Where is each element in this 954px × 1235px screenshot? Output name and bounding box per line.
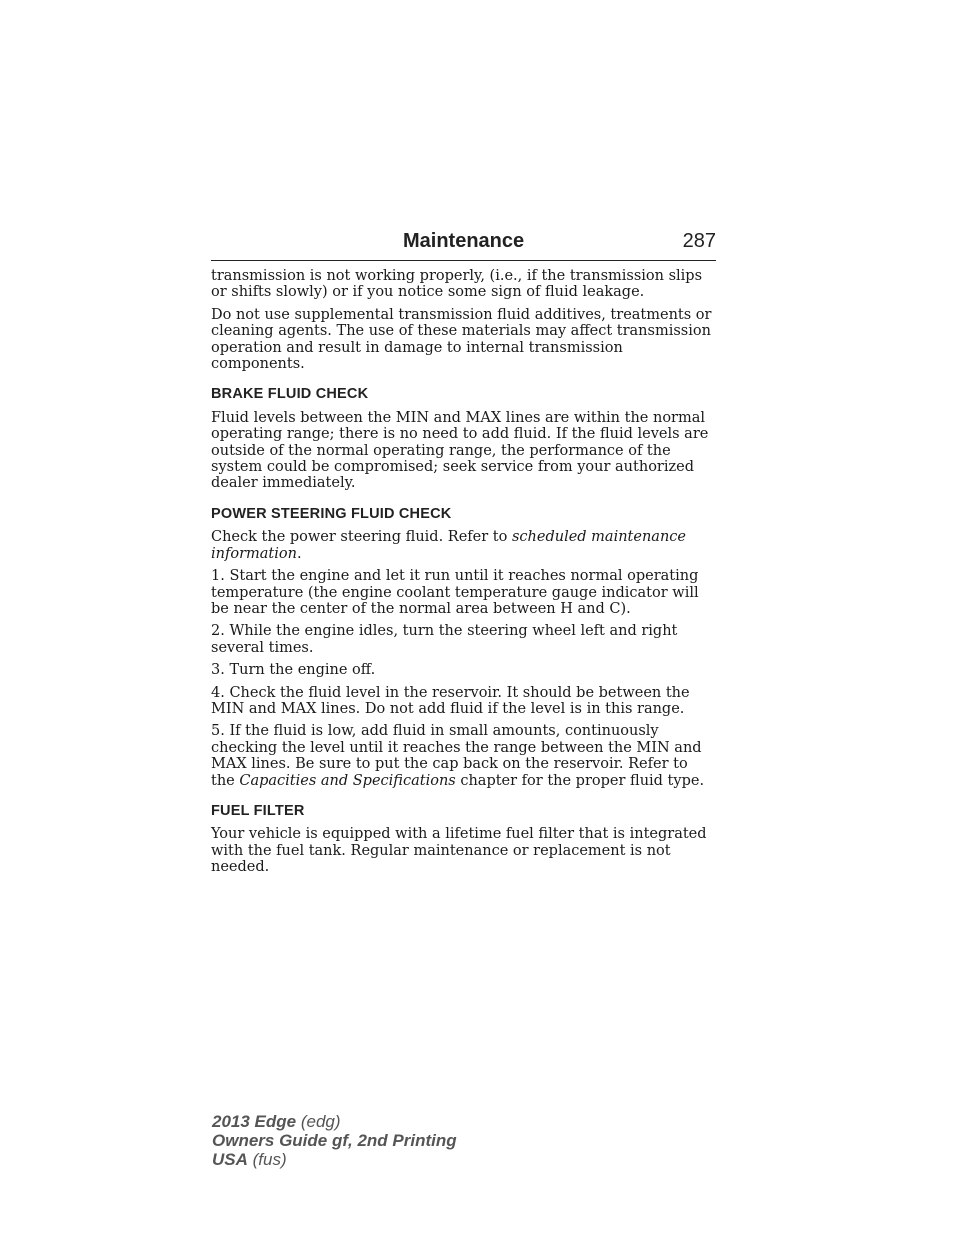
step-3: 3. Turn the engine off. [211,662,376,679]
footer-guide-line [212,1131,457,1150]
scheduled-maintenance-reference: scheduled maintenance information [211,529,686,562]
step-4: 4. Check the fluid level in the reservoir. It should be between the MIN and MAX lines. Do not add fluid if the level is in this range. [211,684,690,717]
section-title: Maintenance [403,230,525,252]
step-5-end: chapter for the proper fluid type. [455,772,705,789]
step-5 [211,723,716,789]
step-1: 1. Start the engine and let it run until it reaches normal operating temperature (the engine coolant temperature gauge indicator will be near the center of the normal area between H and C). [211,568,699,617]
page-number: 287 [682,230,716,252]
paragraph-transmission-continued: transmission is not working properly, (i.e., if the transmission slips or shifts slowly) or if you notice some sign of fluid leakage. [211,268,703,301]
step-2: 2. While the engine idles, turn the steering wheel left and right several times. [211,623,678,656]
intro-period: . [296,545,302,562]
paragraph-brake-fluid: Fluid levels between the MIN and MAX lines are within the normal operating range; there is no need to add fluid. If the fluid levels are outside of the normal operating range, the performance of the system could be compromised; seek service from your authorized dealer immediately. [211,409,709,492]
heading-power-steering-fluid-check: POWER STEERING FLUID CHECK [211,505,452,522]
footer-market-code: (fus) [247,1150,287,1169]
step-5-text: 5. If the fluid is low, add fluid in small amounts, continuously checking the level until it reaches the range between the MIN and MAX lines. Be sure to put the cap back on the reservoir. Refer to the [211,723,702,789]
page-header [211,228,716,261]
footer-guide: Owners Guide gf, 2nd Printing [212,1131,457,1150]
page-body [211,268,716,882]
paragraph-no-additives: Do not use supplemental transmission fluid additives, treatments or cleaning agents. The use of these materials may affect transmission operation and result in damage to internal transmission components. [211,306,712,373]
capacities-specifications-reference: Capacities and Specifications [239,772,456,789]
footer-market-line [212,1150,457,1169]
footer-model: 2013 Edge [212,1112,297,1131]
footer-model-code: (edg) [296,1112,341,1131]
paragraph-fuel-filter: Your vehicle is equipped with a lifetime fuel filter that is integrated with the fuel tank. Regular maintenance or replacement is not needed. [211,826,707,876]
heading-brake-fluid-check: BRAKE FLUID CHECK [211,386,369,403]
intro-text: Check the power steering fluid. Refer to [211,529,512,546]
page-footer [212,1112,457,1169]
footer-model-line [212,1112,457,1131]
heading-fuel-filter: FUEL FILTER [211,802,305,819]
paragraph-power-steering-intro [211,529,716,562]
footer-market: USA [212,1150,248,1169]
